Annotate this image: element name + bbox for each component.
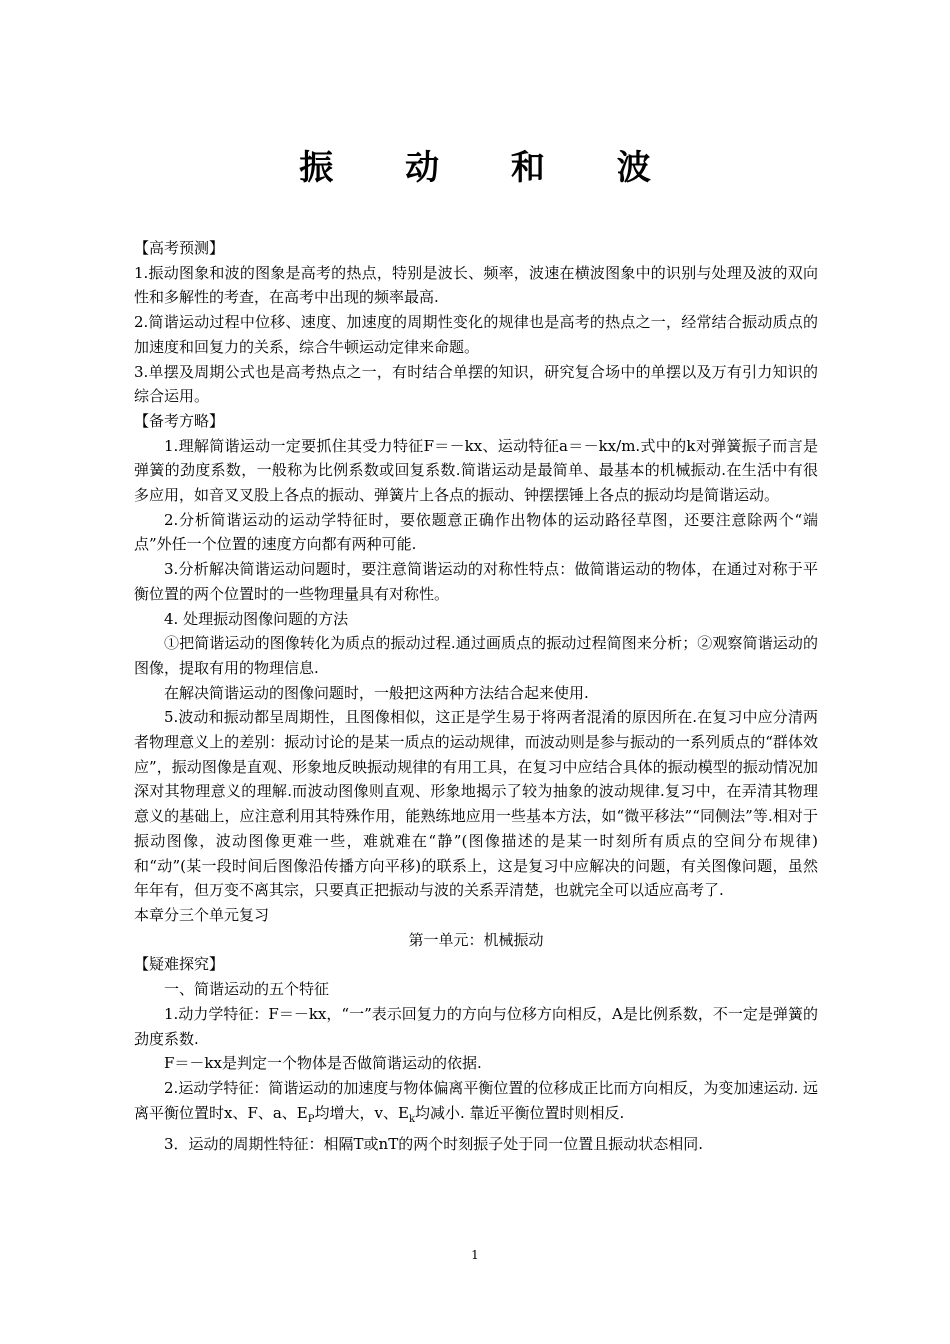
strategy-item-1: 1.理解简谐运动一定要抓住其受力特征F＝－kx、运动特征a＝－kx/m.式中的k对弹簧振子而言是弹簧的劲度系数，一般称为比例系数或回复系数.简谐运动是最简单、最基本的机械振动.在生活中有很多应用，如音叉叉股上各点的振动、弹簧片上各点的振动、钟摆摆锤上各点的振动均是简谐运动。 xyxy=(134,436,818,505)
feature-2 xyxy=(134,1076,818,1132)
strategy-item-4-method: ①把简谐运动的图像转化为质点的振动过程.通过画质点的振动过程简图来分析；②观察简谐运动的图像，提取有用的物理信息. xyxy=(134,634,818,677)
inquiry-subheading: 一、简谐运动的五个特征 xyxy=(164,980,330,999)
chapter-note: 本章分三个单元复习 xyxy=(134,905,270,924)
forecast-item-1: 1.振动图象和波的图象是高考的热点，特别是波长、频率，波速在横波图象中的识别与处理及波的双向性和多解性的考查，在高考中出现的频率最高. xyxy=(134,263,818,307)
feature-2-text-a: 2.运动学特征：简谐运动的加速度与物体偏离平衡位置的位移成正比而方向相反，为变加速运动. 远离平衡位置时x、F、a、E xyxy=(134,1078,818,1122)
strategy-item-2: 2.分析简谐运动的运动学特征时，要依题意正确作出物体的运动路径草图，还要注意除两个“端点”外任一个位置的速度方向都有两种可能. xyxy=(134,510,818,554)
forecast-item-2: 2.简谐运动过程中位移、速度、加速度的周期性变化的规律也是高考的热点之一，经常结合振动质点的加速度和回复力的关系，综合牛顿运动定律来命题。 xyxy=(134,313,818,356)
inquiry-heading: 【疑难探究】 xyxy=(134,955,225,974)
strategy-heading: 【备考方略】 xyxy=(134,411,225,430)
feature-2-subscript-k: k xyxy=(408,1113,415,1125)
forecast-item-3: 3.单摆及周期公式也是高考热点之一，有时结合单摆的知识，研究复合场中的单摆以及万有引力知识的综合运用。 xyxy=(134,362,818,406)
feature-1-note: F＝－kx是判定一个物体是否做简谐运动的依据. xyxy=(164,1054,482,1073)
strategy-item-4: 4. 处理振动图像问题的方法 xyxy=(164,609,349,628)
unit-title: 第一单元：机械振动 xyxy=(408,930,544,949)
strategy-item-4-note: 在解决简谐运动的图像问题时，一般把这两种方法结合起来使用. xyxy=(164,683,589,702)
feature-1: 1.动力学特征：F＝－kx，“一”表示回复力的方向与位移方向相反，A是比例系数，不一定是弹簧的劲度系数. xyxy=(134,1004,818,1048)
forecast-heading: 【高考预测】 xyxy=(134,239,225,257)
page-number: 1 xyxy=(471,1248,479,1262)
page-title: 振 动 和 波 xyxy=(299,148,681,188)
feature-2-text-c: 均减小. 靠近平衡位置时则相反. xyxy=(415,1103,625,1122)
feature-2-subscript-p: P xyxy=(307,1113,315,1125)
feature-2-text-b: 均增大，v、E xyxy=(314,1103,409,1122)
strategy-item-3: 3.分析解决简谐运动问题时，要注意简谐运动的对称性特点：做简谐运动的物体，在通过对称于平衡位置的两个位置时的一些物理量具有对称性。 xyxy=(134,560,818,603)
strategy-item-5: 5.波动和振动都呈周期性，且图像相似，这正是学生易于将两者混淆的原因所在.在复习中应分清两者物理意义上的差别：振动讨论的是某一质点的运动规律，而波动则是参与振动的一系列质点的“群体效应”，振动图像是直观、形象地反映振动规律的有用工具，在复习中应结合具体的振动模型的振动情况加深对其物理意义的理解.而波动图像则直观、形象地揭示了较为抽象的波动规律.复习中，在弄清其物理意义的基础上，应注意利用其特殊作用，能熟练地应用一些基本方法，如“微平移法”“同侧法”等.相对于振动图像，波动图像更难一些，难就难在“静”(图像描述的是某一时刻所有质点的空间分布规律)和“动”(某一段时间后图像沿传播方向平移)的联系上，这是复习中应解决的问题，有关图像问题，虽然年年有，但万变不离其宗，只要真正把振动与波的关系弄清楚，也就完全可以适应高考了. xyxy=(134,708,818,900)
feature-3: 3．运动的周期性特征：相隔T或nT的两个时刻振子处于同一位置且振动状态相同. xyxy=(164,1135,703,1154)
document-body xyxy=(134,236,818,1157)
